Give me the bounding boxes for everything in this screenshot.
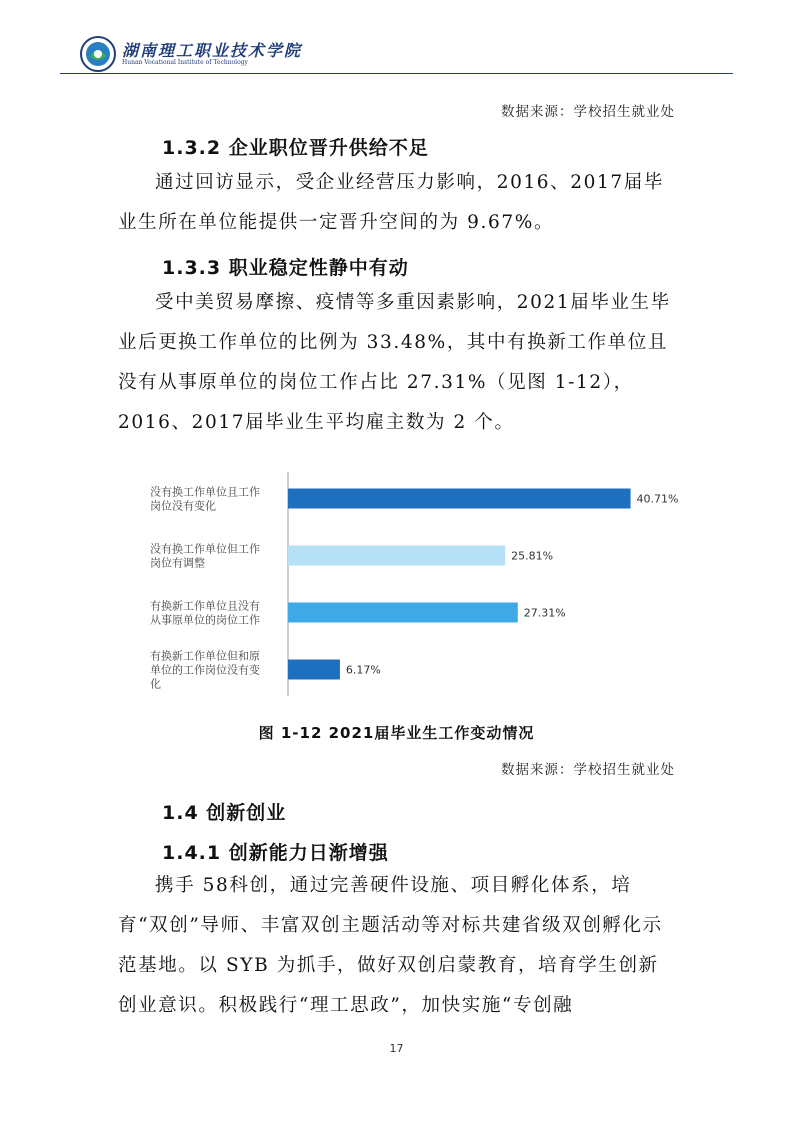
bar-1 [288,546,505,566]
paragraph-1-3-3 [118,283,678,443]
heading-1-3-2: 1.3.2 企业职位晋升供给不足 [162,137,429,159]
bar-0 [288,489,631,509]
bar-3 [288,660,340,680]
school-name-cn: 湖南理工职业技术学院 [122,41,303,60]
bar-chart [140,470,700,698]
data-source-top: 数据来源：学校招生就业处 [501,104,675,120]
paragraph-1-4-1 [118,866,678,1026]
page-number: 17 [389,1042,404,1055]
category-label-0-0: 没有换工作单位且工作 [150,485,260,499]
header-divider [60,73,733,74]
category-label-3-0: 有换新工作单位但和原 [150,649,260,663]
category-label-2-0: 有换新工作单位且没有 [150,599,260,613]
bar-value-label-0: 40.71% [636,492,679,506]
school-name-en: Hunan Vocational Institute of Technology [122,59,248,66]
heading-1-4-1: 1.4.1 创新能力日渐增强 [162,842,389,864]
category-label-2-1: 从事原单位的岗位工作 [150,613,260,627]
bar-value-label-1: 25.81% [511,549,554,563]
category-label-0-1: 岗位没有变化 [150,499,216,513]
paragraph-1-3-2 [118,163,678,243]
figure-caption: 图 1-12 2021届毕业生工作变动情况 [258,724,535,742]
category-label-3-2: 化 [150,677,161,691]
paragraph-text: 受中美贸易摩擦、疫情等多重因素影响，2021届毕业生毕业后更换工作单位的比例为 33.48%，其中有换新工作单位且没有从事原单位的岗位工作占比 27.31%（见图 1-12），2016、2017届毕业生平均雇主数为 2 个。 [118,292,671,433]
category-label-3-1: 单位的工作岗位没有变 [150,663,260,677]
bar-2 [288,603,518,623]
heading-1-3-3: 1.3.3 职业稳定性静中有动 [162,257,409,279]
paragraph-text: 通过回访显示，受企业经营压力影响，2016、2017届毕业生所在单位能提供一定晋升空间的为 9.67%。 [118,172,664,233]
school-logo-icon [80,36,116,72]
category-label-1-1: 岗位有调整 [150,556,205,570]
data-source-bottom: 数据来源：学校招生就业处 [501,762,675,778]
category-label-1-0: 没有换工作单位但工作 [150,542,260,556]
bar-chart-svg [140,470,700,698]
paragraph-text: 携手 58科创，通过完善硬件设施、项目孵化体系，培育“双创”导师、丰富双创主题活动等对标共建省级双创孵化示范基地。以 SYB 为抓手，做好双创启蒙教育，培育学生创新创业意识。积极践行“理工思政”，加快实施“专创融 [118,875,663,1016]
bar-value-label-3: 6.17% [345,663,381,677]
heading-1-4: 1.4 创新创业 [162,802,287,824]
bar-value-label-2: 27.31% [523,606,566,620]
